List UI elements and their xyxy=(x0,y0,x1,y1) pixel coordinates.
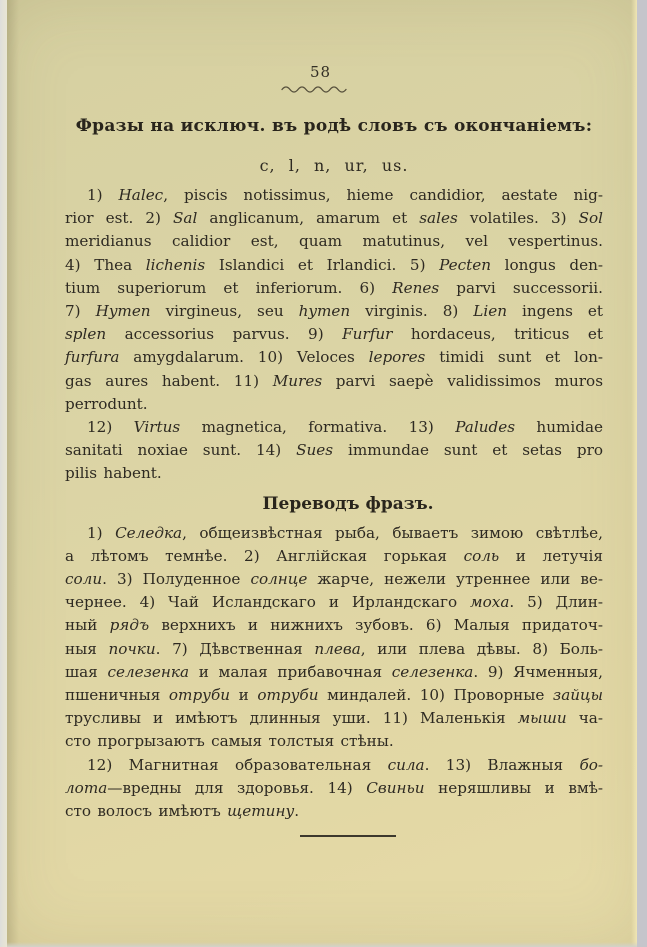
italic-text-run: зайцы xyxy=(552,686,603,705)
italic-text-run: Селедка xyxy=(115,523,183,542)
italic-text-run: sales xyxy=(419,209,458,228)
italic-text-run: Halec xyxy=(118,186,164,204)
italic-text-run: щетину xyxy=(227,802,295,821)
text-run: верхнихъ и нижнихъ зубовъ. 6) Малыя придаточ- xyxy=(149,616,603,635)
text-line xyxy=(65,754,603,777)
text-run: ный xyxy=(65,616,110,635)
text-line xyxy=(65,591,603,614)
text-line xyxy=(65,800,603,823)
latin-phrases-1-11 xyxy=(65,184,603,416)
latin-phrases-12-14 xyxy=(65,416,603,486)
italic-text-run: Renes xyxy=(392,278,440,297)
italic-text-run: лота xyxy=(65,778,108,797)
text-line xyxy=(65,254,603,277)
italic-text-run: Furfur xyxy=(342,325,393,344)
text-run: immundae sunt et setas pro xyxy=(333,441,603,460)
russian-phrases-12-14 xyxy=(65,754,603,824)
text-line xyxy=(65,661,603,684)
text-run: perrodunt. xyxy=(65,394,148,413)
italic-text-run: Pecten xyxy=(439,255,492,274)
text-run: parvi successorii. xyxy=(439,278,603,297)
text-run: humidae xyxy=(515,418,603,437)
text-run: virginis. 8) xyxy=(350,302,474,321)
text-run: 7) xyxy=(65,302,96,321)
text-run: 4) Thea xyxy=(65,255,146,274)
text-run: жарче, нежели утреннее или ве- xyxy=(307,570,603,589)
italic-text-run: мыши xyxy=(517,709,567,728)
text-line xyxy=(65,638,603,661)
squiggle-ornament xyxy=(0,84,638,94)
text-line xyxy=(65,184,603,207)
text-run: трусливы и имѣютъ длинныя уши. 11) Маленькія xyxy=(65,709,518,728)
text-run: tium superiorum et inferiorum. 6) xyxy=(65,278,393,297)
italic-text-run: отруби xyxy=(168,686,231,705)
italic-text-run: соль xyxy=(463,546,500,565)
text-line xyxy=(65,684,603,707)
italic-text-run: furfura xyxy=(65,348,120,367)
text-line xyxy=(65,568,603,591)
italic-text-run: lepores xyxy=(368,348,426,367)
text-run: amygdalarum. 10) Veloces xyxy=(119,348,369,367)
text-line xyxy=(65,614,603,637)
italic-text-run: hymen xyxy=(298,302,351,321)
italic-text-run: селезенка xyxy=(107,662,190,681)
italic-text-run: lichenis xyxy=(145,255,206,274)
text-run: —вредны для здоровья. 14) xyxy=(107,778,367,797)
italic-text-run: почки xyxy=(108,639,156,658)
text-line xyxy=(65,346,603,369)
text-run: longus den- xyxy=(491,255,603,274)
text-run: , piscis notissimus, hieme candidior, aestate nig- xyxy=(163,186,603,204)
text-line xyxy=(65,370,603,393)
text-run: 12) Магнитная образовательная xyxy=(87,755,388,774)
text-run: , общеизвѣстная рыба, бываетъ зимою свѣтлѣе, xyxy=(182,523,603,542)
text-run: volatiles. 3) xyxy=(457,209,579,228)
section-title: Фразы на исключ. въ родѣ словъ съ окончаніемъ: xyxy=(75,116,593,136)
text-line xyxy=(65,393,603,416)
text-run: . 13) Влажныя xyxy=(424,755,580,774)
italic-text-run: соли xyxy=(65,570,103,589)
text-run: а лѣтомъ темнѣе. 2) Англійская горькая xyxy=(65,546,464,565)
text-run: ча- xyxy=(566,709,603,728)
text-run: sanitati noxiae sunt. 14) xyxy=(65,441,297,460)
text-line xyxy=(65,207,603,230)
text-run: magnetica, formativa. 13) xyxy=(180,418,456,437)
text-line xyxy=(65,707,603,730)
text-run: accessorius parvus. 9) xyxy=(106,325,343,344)
text-run: и xyxy=(230,686,258,705)
endings-list: c, l, n, ur, us. xyxy=(259,156,409,175)
italic-text-run: Sol xyxy=(578,209,604,228)
italic-text-run: сила xyxy=(387,755,425,774)
text-line xyxy=(65,545,603,568)
text-line xyxy=(65,439,603,462)
text-line xyxy=(65,300,603,323)
text-run: 12) xyxy=(87,418,134,437)
text-run: parvi saepè validissimos muros xyxy=(322,371,603,390)
italic-text-run: Sal xyxy=(173,209,198,228)
italic-text-run: плева xyxy=(314,639,361,658)
italic-text-run: splen xyxy=(65,325,107,344)
text-run: hordaceus, triticus et xyxy=(392,325,603,344)
italic-text-run: Lien xyxy=(473,302,507,321)
text-run: шая xyxy=(65,662,108,681)
text-run: pilis habent. xyxy=(65,464,162,483)
text-run: , или плева дѣвы. 8) Боль- xyxy=(360,639,603,658)
page-content xyxy=(0,114,647,837)
text-run: 1) xyxy=(87,186,119,204)
text-run: meridianus calidior est, quam matutinus, vel vespertinus. xyxy=(65,232,603,251)
text-line xyxy=(65,277,603,300)
text-run: пшеничныя xyxy=(65,686,169,705)
russian-phrases-1-11 xyxy=(65,522,603,754)
text-run: неряшливы и вмѣ- xyxy=(424,778,604,797)
italic-text-run: селезенка xyxy=(391,662,474,681)
text-run: . 3) Полуденное xyxy=(102,570,251,589)
text-line xyxy=(65,462,603,485)
text-run: ingens et xyxy=(507,302,604,321)
italic-text-run: Свиньи xyxy=(366,778,425,797)
text-run: чернее. 4) Чай Исландскаго и Ирландскаго xyxy=(65,593,471,612)
text-run: и малая прибавочная xyxy=(189,662,392,681)
italic-text-run: моха xyxy=(470,593,510,612)
text-line xyxy=(65,522,603,545)
italic-text-run: Sues xyxy=(296,441,334,460)
text-run: . 5) Длин- xyxy=(509,593,603,612)
text-run: virgineus, seu xyxy=(150,302,299,321)
text-line xyxy=(65,777,603,800)
italic-text-run: Mures xyxy=(272,371,323,390)
text-run: миндалей. 10) Проворные xyxy=(318,686,553,705)
page-number: 58 xyxy=(309,63,332,81)
italic-text-run: Paludes xyxy=(455,418,515,437)
italic-text-run: Hymen xyxy=(95,302,151,321)
text-run: . 9) Ячменныя, xyxy=(473,662,604,681)
italic-text-run: солнце xyxy=(250,570,308,589)
text-run: gas aures habent. 11) xyxy=(65,371,273,390)
italic-text-run: отруби xyxy=(257,686,319,705)
italic-text-run: рядъ xyxy=(109,616,150,635)
text-run: timidi sunt et lon- xyxy=(425,348,603,367)
text-line xyxy=(65,323,603,346)
text-run: . 7) Дѣвственная xyxy=(155,639,315,658)
text-run: . xyxy=(294,802,300,821)
text-run: Islandici et Irlandici. 5) xyxy=(205,255,440,274)
text-run: сто прогрызаютъ самыя толстыя стѣны. xyxy=(65,732,394,751)
end-rule xyxy=(300,835,396,837)
text-run: ныя xyxy=(65,639,109,658)
italic-text-run: Virtus xyxy=(133,418,181,437)
text-run: 1) xyxy=(87,523,116,542)
text-line xyxy=(65,230,603,253)
text-run: rior est. 2) xyxy=(65,209,174,228)
text-run: сто волосъ имѣютъ xyxy=(65,802,228,821)
italic-text-run: бо- xyxy=(579,755,603,774)
translation-title: Переводъ фразъ. xyxy=(262,493,434,514)
text-line xyxy=(65,730,603,753)
text-run: и летучія xyxy=(499,546,603,565)
text-line xyxy=(65,416,603,439)
wavy-line-icon xyxy=(280,84,350,94)
text-run: anglicanum, amarum et xyxy=(197,209,420,228)
